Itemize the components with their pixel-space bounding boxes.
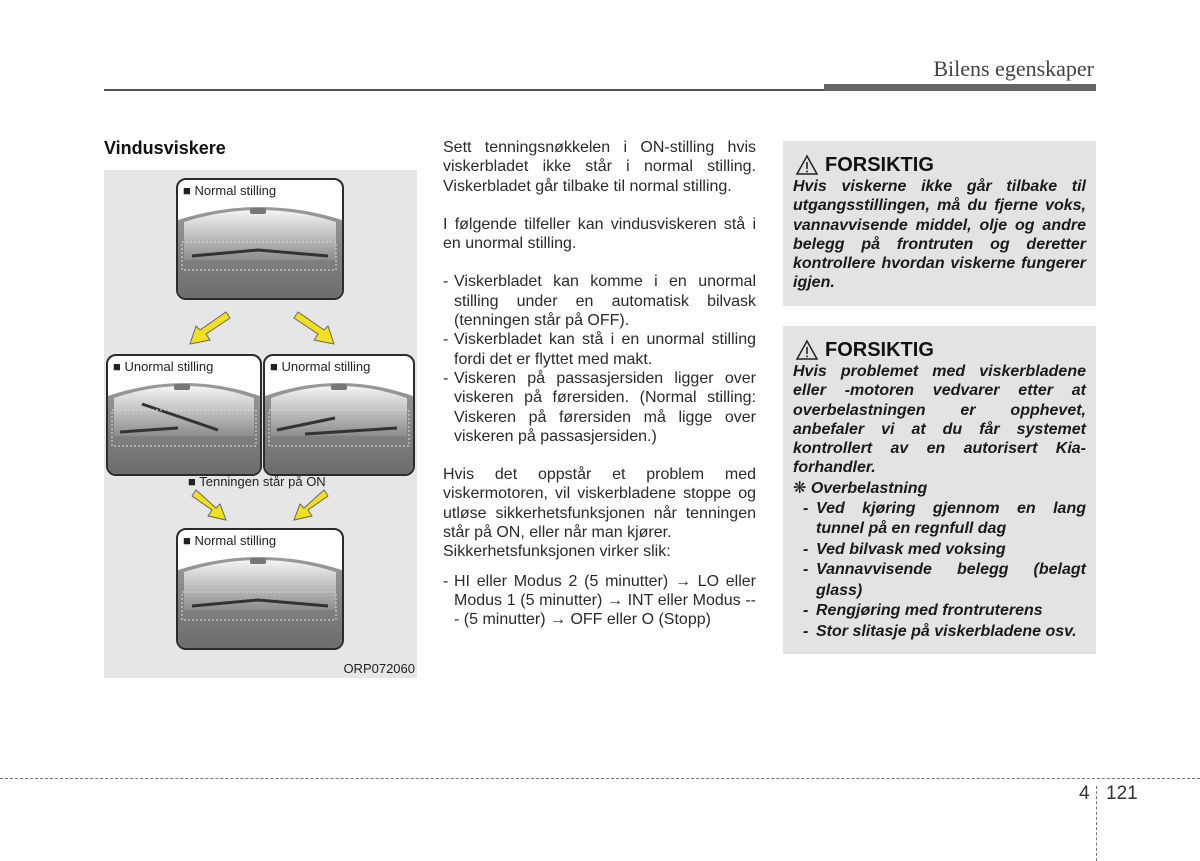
list-item: - Viskerbladet kan komme i en unormal stilling under en automatisk bilvask (tenningen står på OFF).	[443, 273, 756, 330]
windshield-panel-abnormal-right	[263, 354, 415, 476]
list-item: - Rengjøring med frontruterens	[803, 602, 1043, 620]
overload-note: ❋ Overbelastning	[793, 479, 928, 497]
caution-title: FORSIKTIG	[795, 153, 1086, 177]
page-number: 121	[1106, 783, 1138, 804]
section-title: Bilens egenskaper	[933, 56, 1094, 81]
list-item: - Vannavvisende belegg (belagt glass)	[803, 561, 1086, 599]
paragraph: Hvis det oppstår et problem med viskermotoren, vil viskerbladene stoppe og utløse sikkerhetsfunksjonen når tenningen står på ON, eller når man kjører.	[443, 466, 756, 542]
page-heading: Vindusviskere	[104, 138, 226, 158]
panel-label: ■ Normal stilling	[183, 533, 277, 548]
windshield-panel-normal-bottom	[176, 528, 344, 650]
ignition-on-label: ■ Tenningen står på ON	[188, 474, 326, 489]
warning-triangle-icon	[795, 339, 819, 361]
arrow-down-right-icon	[292, 308, 338, 348]
body-text	[443, 138, 756, 630]
list-item: - Ved bilvask med voksing	[803, 540, 1006, 558]
panel-label: ■ Normal stilling	[183, 183, 277, 198]
footer-divider	[1096, 786, 1097, 861]
panel-label: ■ Unormal stilling	[270, 359, 371, 374]
chapter-number: 4	[1079, 783, 1090, 804]
list-item: - Ved kjøring gjennom en lang tunnel på en regnfull dag	[803, 499, 1086, 538]
warning-triangle-icon	[795, 154, 819, 176]
caution-text: Hvis problemet med viskerbladene eller -motoren vedvarer etter at overbelastningen er opphevet, anbefaler vi at du får systemet kontrollert av en autorisert Kia-forhandler.	[793, 363, 1086, 477]
paragraph: I følgende tilfeller kan vindusviskeren stå i en unormal stilling.	[443, 215, 756, 253]
paragraph: Sett tenningsnøkkelen i ON-stilling hvis viskerbladet ikke står i normal stilling. Viskerbladet går tilbake til normal stilling.	[443, 139, 756, 195]
caution-title: FORSIKTIG	[795, 338, 1086, 362]
figure-code: ORP072060	[343, 661, 415, 676]
footer-rule	[0, 778, 1200, 779]
header-rule	[104, 89, 826, 91]
caution-box	[783, 141, 1096, 306]
windshield-panel-normal-top	[176, 178, 344, 300]
arrow-down-left-icon	[186, 308, 232, 348]
caution-text: Hvis viskerne ikke går tilbake til utgangsstillingen, må du fjerne voks, vannavvisende middel, olje og andre belegg på frontruten og deretter kontrollere hvordan viskerne fungerer igjen.	[793, 178, 1086, 292]
header-rule-accent	[824, 84, 1096, 91]
wiper-figure	[104, 170, 417, 678]
paragraph: Sikkerhetsfunksjonen virker slik:	[443, 543, 671, 561]
list-item: - Stor slitasje på viskerbladene osv.	[803, 622, 1077, 640]
arrow-down-left-icon	[290, 488, 330, 524]
list-item: - Viskeren på passasjersiden ligger over viskeren på førersiden. (Normal stilling: Viskeren på førersiden må ligge over viskeren på passasjersiden.)	[443, 369, 756, 445]
windshield-panel-abnormal-left	[106, 354, 262, 476]
arrow-down-right-icon	[190, 488, 230, 524]
panel-label: ■ Unormal stilling	[113, 359, 214, 374]
caution-box	[783, 326, 1096, 654]
list-item: - Viskerbladet kan stå i en unormal stilling fordi det er flyttet med makt.	[443, 331, 756, 368]
list-item: - HI eller Modus 2 (5 minutter) → LO eller Modus 1 (5 minutter) → INT eller Modus --- (5 minutter) → OFF eller O (Stopp)	[443, 572, 756, 629]
